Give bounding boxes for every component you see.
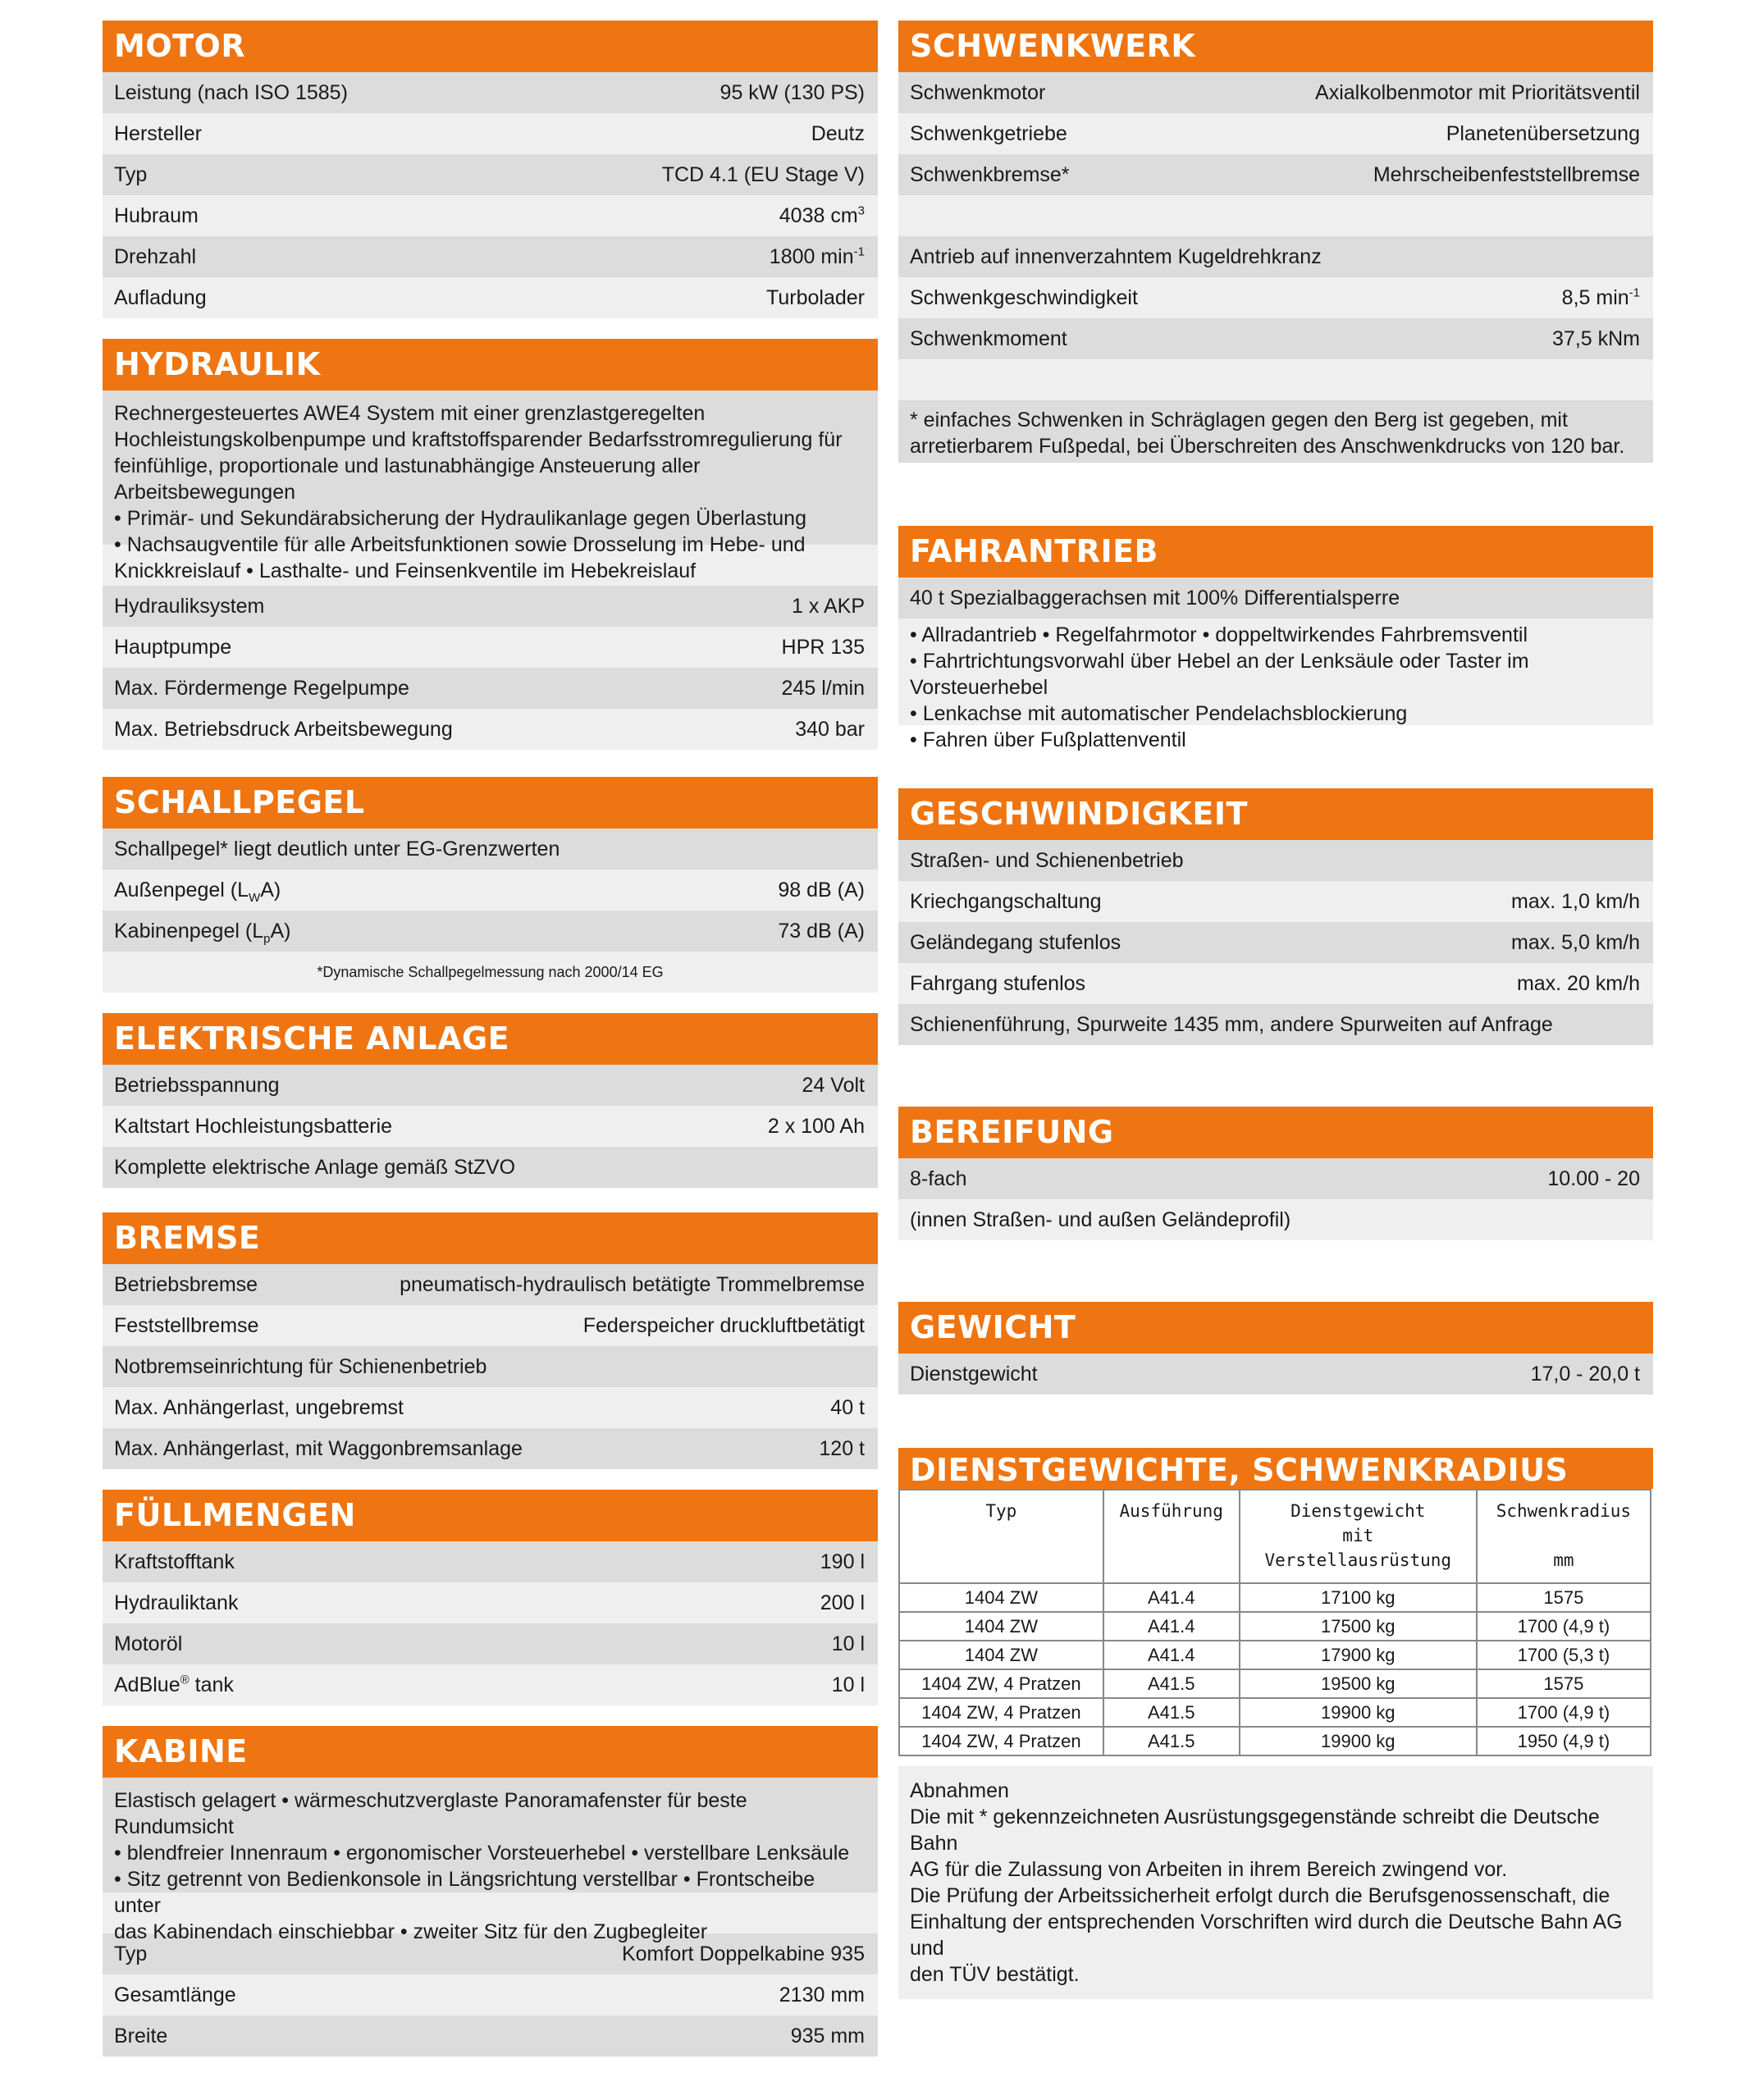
spec-row — [103, 2016, 878, 2057]
spec-row — [103, 1582, 878, 1623]
table-row — [899, 1669, 1651, 1698]
spec-row — [103, 1541, 878, 1582]
intro-row — [103, 829, 878, 870]
table-cell: 1404 ZW, 4 Pratzen — [899, 1727, 1103, 1755]
section-title: GEWICHT — [898, 1302, 1653, 1354]
table-cell: A41.4 — [1103, 1583, 1240, 1612]
column-header — [1103, 1490, 1240, 1583]
spec-label: Breite — [114, 2025, 168, 2048]
section-title: DIENSTGEWICHTE, SCHWENKRADIUS — [898, 1448, 1653, 1489]
left-column — [103, 21, 878, 2057]
spec-value: 10 l — [831, 1673, 865, 1696]
info-text: Antrieb auf innenverzahntem Kugeldrehkranz — [910, 245, 1322, 268]
spec-row — [898, 277, 1653, 318]
header-line: mit — [1342, 1526, 1374, 1545]
section-schallpegel — [103, 777, 878, 993]
spec-row — [103, 709, 878, 750]
text-line: das Kabinendach einschiebbar • zweiter Sitz für den Zugbegleiter — [114, 1920, 708, 1943]
spec-label: Max. Betriebsdruck Arbeitsbewegung — [114, 718, 453, 741]
column-header — [1240, 1490, 1477, 1583]
spec-label — [114, 1664, 234, 1705]
table-cell: 1404 ZW — [899, 1612, 1103, 1641]
section-fahrantrieb — [898, 526, 1653, 751]
spec-row — [898, 72, 1653, 113]
table-cell: 1575 — [1477, 1669, 1651, 1698]
spec-row — [103, 1664, 878, 1705]
table-cell: 17100 kg — [1240, 1583, 1477, 1612]
section-title: MOTOR — [103, 21, 878, 72]
spec-row — [898, 1354, 1653, 1395]
spec-row — [898, 113, 1653, 154]
text-line: Einhaltung der entsprechenden Vorschriften wird durch die Deutsche Bahn AG und — [910, 1911, 1623, 1960]
intro-text: Straßen- und Schienenbetrieb — [910, 849, 1184, 872]
text-line: Knickkreislauf • Lasthalte- und Feinsenkventile im Hebekreislauf — [114, 559, 697, 582]
column-header — [899, 1490, 1103, 1583]
text-line: den TÜV bestätigt. — [910, 1963, 1080, 1986]
table-cell: 1404 ZW — [899, 1583, 1103, 1612]
spec-value: 10.00 - 20 — [1547, 1167, 1640, 1190]
spec-label: Schwenkmotor — [910, 81, 1046, 104]
section-kabine — [103, 1726, 878, 2057]
spec-value: max. 20 km/h — [1516, 972, 1640, 995]
spec-label: Schwenkmoment — [910, 327, 1067, 350]
table-cell: A41.5 — [1103, 1698, 1240, 1727]
section-title: GESCHWINDIGKEIT — [898, 788, 1653, 840]
section-hydraulik — [103, 339, 878, 750]
spec-label: Typ — [114, 163, 148, 186]
spec-row — [103, 1305, 878, 1346]
spec-value — [779, 195, 865, 236]
spec-label: Dienstgewicht — [910, 1363, 1038, 1386]
superscript: ® — [180, 1673, 190, 1687]
spec-row — [898, 922, 1653, 963]
header-line: Schwenkradius — [1496, 1501, 1632, 1521]
spec-row — [103, 1106, 878, 1147]
subscript: W — [249, 891, 261, 905]
spec-value: Turbolader — [766, 286, 865, 309]
spec-value: Komfort Doppelkabine 935 — [621, 1942, 865, 1965]
spec-value: 24 Volt — [802, 1074, 865, 1097]
table-cell: 1404 ZW, 4 Pratzen — [899, 1669, 1103, 1698]
spec-value: Federspeicher druckluftbetätigt — [582, 1314, 865, 1337]
spec-label: Hubraum — [114, 204, 199, 227]
table-cell: 17900 kg — [1240, 1641, 1477, 1669]
spec-row — [103, 1264, 878, 1305]
table-cell: A41.5 — [1103, 1727, 1240, 1755]
spec-value: Deutz — [811, 122, 865, 145]
spec-row — [103, 1428, 878, 1469]
text-line: • Primär- und Sekundärabsicherung der Hydraulikanlage gegen Überlastung — [114, 507, 806, 530]
spec-value: 245 l/min — [781, 677, 865, 700]
spec-row — [103, 870, 878, 911]
intro-row — [898, 840, 1653, 881]
spec-value: 200 l — [820, 1591, 865, 1614]
spec-label: Max. Anhängerlast, ungebremst — [114, 1396, 404, 1419]
header-line: mm — [1553, 1550, 1574, 1570]
section-title: BREMSE — [103, 1212, 878, 1264]
table-cell: A41.4 — [1103, 1641, 1240, 1669]
spec-value: max. 1,0 km/h — [1511, 890, 1640, 913]
table-row — [899, 1698, 1651, 1727]
spec-value: Axialkolbenmotor mit Prioritätsventil — [1315, 81, 1640, 104]
spec-row — [103, 1147, 878, 1188]
spec-value: 2130 mm — [779, 1984, 865, 2006]
table-cell: 1950 (4,9 t) — [1477, 1727, 1651, 1755]
spec-label: Schwenkbremse* — [910, 163, 1070, 186]
text-line: • Fahrtrichtungsvorwahl über Hebel an der Lenksäule oder Taster im Vorsteuerhebel — [910, 650, 1529, 699]
spec-label: Motoröl — [114, 1632, 183, 1655]
spec-label: Kaltstart Hochleistungsbatterie — [114, 1115, 393, 1138]
empty-row — [898, 359, 1653, 400]
spec-label: (innen Straßen- und außen Geländeprofil) — [910, 1208, 1291, 1231]
table-cell: 19900 kg — [1240, 1698, 1477, 1727]
abnahmen-note — [898, 1766, 1653, 1999]
table-row — [899, 1612, 1651, 1641]
section-title: SCHALLPEGEL — [103, 777, 878, 829]
spec-row — [898, 318, 1653, 359]
header-line: Typ — [985, 1501, 1017, 1521]
spec-label: Drehzahl — [114, 245, 197, 268]
text-line: • Sitz getrennt von Bedienkonsole in Längsrichtung verstellbar • Frontscheibe unter — [114, 1868, 815, 1917]
table-row — [899, 1641, 1651, 1669]
spec-value: 340 bar — [795, 718, 865, 741]
text-line: • Allradantrieb • Regelfahrmotor • doppeltwirkendes Fahrbremsventil — [910, 623, 1528, 646]
spec-value: Planetenübersetzung — [1446, 122, 1640, 145]
description-text — [103, 1778, 878, 1943]
intro-row — [898, 578, 1653, 619]
text-line: • blendfreier Innenraum • ergonomischer Vorsteuerhebel • verstellbare Lenksäule — [114, 1842, 850, 1865]
spec-row — [103, 668, 878, 709]
spec-row — [898, 881, 1653, 922]
spec-label: 8-fach — [910, 1167, 967, 1190]
spec-label: Komplette elektrische Anlage gemäß StZVO — [114, 1156, 516, 1179]
section-title: HYDRAULIK — [103, 339, 878, 390]
table-cell: 1700 (5,3 t) — [1477, 1641, 1651, 1669]
spec-label — [114, 870, 281, 911]
spec-row — [898, 154, 1653, 195]
spec-value — [1562, 277, 1640, 318]
spec-label: Hydrauliksystem — [114, 595, 265, 618]
spec-label: Kraftstofftank — [114, 1550, 235, 1573]
info-text: Schienenführung, Spurweite 1435 mm, andere Spurweiten auf Anfrage — [910, 1013, 1553, 1036]
spec-label: Notbremseinrichtung für Schienenbetrieb — [114, 1355, 487, 1378]
text-line: • Nachsaugventile für alle Arbeitsfunktionen sowie Drosselung im Hebe- und — [114, 533, 806, 556]
table-cell: 1575 — [1477, 1583, 1651, 1612]
footnote — [898, 400, 1653, 463]
text-line: Die mit * gekennzeichneten Ausrüstungsgegenstände schreibt die Deutsche Bahn — [910, 1806, 1600, 1855]
table-cell: A41.5 — [1103, 1669, 1240, 1698]
text-line: Rechnergesteuertes AWE4 System mit einer grenzlastgeregelten — [114, 402, 706, 425]
table-cell: 1404 ZW — [899, 1641, 1103, 1669]
spec-label: Fahrgang stufenlos — [910, 972, 1086, 995]
section-bremse — [103, 1212, 878, 1469]
intro-text: 40 t Spezialbaggerachsen mit 100% Differentialsperre — [910, 587, 1400, 609]
table-row — [899, 1583, 1651, 1612]
spec-value: 10 l — [831, 1632, 865, 1655]
spec-row — [103, 1065, 878, 1106]
spec-label: Schwenkgeschwindigkeit — [910, 286, 1138, 309]
header-line: Dienstgewicht — [1290, 1501, 1426, 1521]
superscript: -1 — [853, 244, 865, 259]
spec-value: Mehrscheibenfeststellbremse — [1373, 163, 1640, 186]
spec-row — [103, 911, 878, 952]
spec-value: 190 l — [820, 1550, 865, 1573]
section-dienstgewichte — [898, 1448, 1653, 1999]
spec-label: Feststellbremse — [114, 1314, 259, 1337]
table-cell: 1404 ZW, 4 Pratzen — [899, 1698, 1103, 1727]
label-text: Außenpegel (L — [114, 879, 249, 902]
spec-row — [103, 1974, 878, 2016]
superscript: -1 — [1629, 285, 1640, 300]
section-fuellmengen — [103, 1490, 878, 1705]
section-schwenkwerk — [898, 21, 1653, 463]
text-line: feinfühlige, proportionale und lastunabhängige Ansteuerung aller Arbeitsbewegungen — [114, 454, 701, 504]
spec-label: Leistung (nach ISO 1585) — [114, 81, 348, 104]
table-header-row — [899, 1490, 1651, 1583]
spec-label: Aufladung — [114, 286, 207, 309]
table-row — [899, 1727, 1651, 1755]
label-text: A) — [270, 920, 291, 943]
section-title: ELEKTRISCHE ANLAGE — [103, 1013, 878, 1065]
section-elektrik — [103, 1013, 878, 1188]
weights-table — [898, 1489, 1651, 1756]
description-text — [898, 619, 1653, 751]
spec-value: 95 kW (130 PS) — [719, 81, 865, 104]
spec-value: 73 dB (A) — [778, 920, 865, 943]
section-title: FÜLLMENGEN — [103, 1490, 878, 1541]
table-cell: A41.4 — [1103, 1612, 1240, 1641]
spec-value — [770, 236, 865, 277]
value-text: 4038 cm — [779, 204, 858, 227]
subscript: p — [263, 932, 271, 946]
right-column — [898, 21, 1653, 1999]
table-cell: 19900 kg — [1240, 1727, 1477, 1755]
value-text: 1800 min — [769, 245, 854, 268]
label-text: AdBlue — [114, 1673, 180, 1696]
section-gewicht — [898, 1302, 1653, 1395]
section-title: FAHRANTRIEB — [898, 526, 1653, 578]
spec-value: 98 dB (A) — [778, 879, 865, 902]
spec-label: Betriebsspannung — [114, 1074, 280, 1097]
spec-row — [103, 1623, 878, 1664]
table-cell: 19500 kg — [1240, 1669, 1477, 1698]
superscript: 3 — [857, 203, 865, 218]
section-title: SCHWENKWERK — [898, 21, 1653, 72]
spec-value: pneumatisch-hydraulisch betätigte Trommelbremse — [400, 1273, 865, 1296]
text-line: Hochleistungskolbenpumpe und kraftstoffsparender Bedarfsstromregulierung für — [114, 428, 843, 451]
table-cell: 1700 (4,9 t) — [1477, 1612, 1651, 1641]
footnote: *Dynamische Schallpegelmessung nach 2000/14 EG — [103, 952, 878, 993]
spec-row — [103, 627, 878, 668]
table-cell: 1700 (4,9 t) — [1477, 1698, 1651, 1727]
spec-value: 2 x 100 Ah — [767, 1115, 865, 1138]
spec-label: Kriechgangschaltung — [910, 890, 1102, 913]
spec-label: Geländegang stufenlos — [910, 931, 1121, 954]
spec-value: 935 mm — [790, 2025, 865, 2048]
section-geschwindigkeit — [898, 788, 1653, 1045]
spec-row — [898, 1158, 1653, 1199]
spec-label: Hydrauliktank — [114, 1591, 239, 1614]
header-line: Verstellausrüstung — [1264, 1550, 1452, 1570]
text-line: • Fahren über Fußplattenventil — [910, 728, 1186, 751]
info-row — [898, 1004, 1653, 1045]
spec-row — [103, 586, 878, 627]
empty-row — [898, 195, 1653, 236]
intro-text: Schallpegel* liegt deutlich unter EG-Grenzwerten — [114, 838, 560, 861]
info-row — [898, 236, 1653, 277]
spec-label — [114, 911, 290, 952]
spec-row — [898, 1199, 1653, 1240]
spec-label: Hauptpumpe — [114, 636, 232, 659]
spec-label: Max. Anhängerlast, mit Waggonbremsanlage — [114, 1437, 523, 1460]
section-title: BEREIFUNG — [898, 1107, 1653, 1158]
spec-value: 40 t — [830, 1396, 865, 1419]
spec-value: 17,0 - 20,0 t — [1530, 1363, 1640, 1386]
spec-row — [103, 72, 878, 113]
text-line: AG für die Zulassung von Arbeiten in ihrem Bereich zwingend vor. — [910, 1858, 1508, 1881]
spec-label: Schwenkgetriebe — [910, 122, 1067, 145]
description-text — [103, 390, 878, 582]
text-line: • Lenkachse mit automatischer Pendelachsblockierung — [910, 702, 1408, 725]
label-text: Kabinenpegel (L — [114, 920, 264, 943]
spec-row — [103, 236, 878, 277]
spec-label: Gesamtlänge — [114, 1984, 236, 2006]
spec-row — [103, 195, 878, 236]
spec-label: Max. Fördermenge Regelpumpe — [114, 677, 409, 700]
spec-label: Typ — [114, 1942, 148, 1965]
section-title: KABINE — [103, 1726, 878, 1778]
spec-value: TCD 4.1 (EU Stage V) — [661, 163, 865, 186]
text-line: arretierbarem Fußpedal, bei Überschreiten des Anschwenkdrucks von 120 bar. — [910, 435, 1625, 458]
text-line: * einfaches Schwenken in Schräglagen gegen den Berg ist gegeben, mit — [910, 409, 1568, 431]
label-text: tank — [189, 1673, 234, 1696]
table-cell: 17500 kg — [1240, 1612, 1477, 1641]
spec-row — [103, 1346, 878, 1387]
spec-value: 1 x AKP — [792, 595, 865, 618]
section-bereifung — [898, 1107, 1653, 1240]
note-heading: Abnahmen — [910, 1779, 1009, 1802]
spec-value: 37,5 kNm — [1552, 327, 1640, 350]
spec-label: Hersteller — [114, 122, 202, 145]
spec-value: 120 t — [819, 1437, 865, 1460]
spec-row — [103, 1387, 878, 1428]
section-motor — [103, 21, 878, 318]
spec-row — [103, 277, 878, 318]
spec-row — [103, 113, 878, 154]
spec-value: HPR 135 — [781, 636, 865, 659]
spec-value: max. 5,0 km/h — [1511, 931, 1640, 954]
spec-row — [898, 963, 1653, 1004]
text-line: Die Prüfung der Arbeitssicherheit erfolgt durch die Berufsgenossenschaft, die — [910, 1884, 1610, 1907]
header-line — [1481, 1523, 1647, 1548]
value-text: 8,5 min — [1561, 286, 1629, 309]
label-text: A) — [260, 879, 281, 902]
spec-label: Betriebsbremse — [114, 1273, 258, 1296]
header-line: Ausführung — [1119, 1501, 1223, 1521]
column-header — [1477, 1490, 1651, 1583]
spec-row — [103, 154, 878, 195]
text-line: Elastisch gelagert • wärmeschutzverglaste Panoramafenster für beste Rundumsicht — [114, 1789, 747, 1838]
